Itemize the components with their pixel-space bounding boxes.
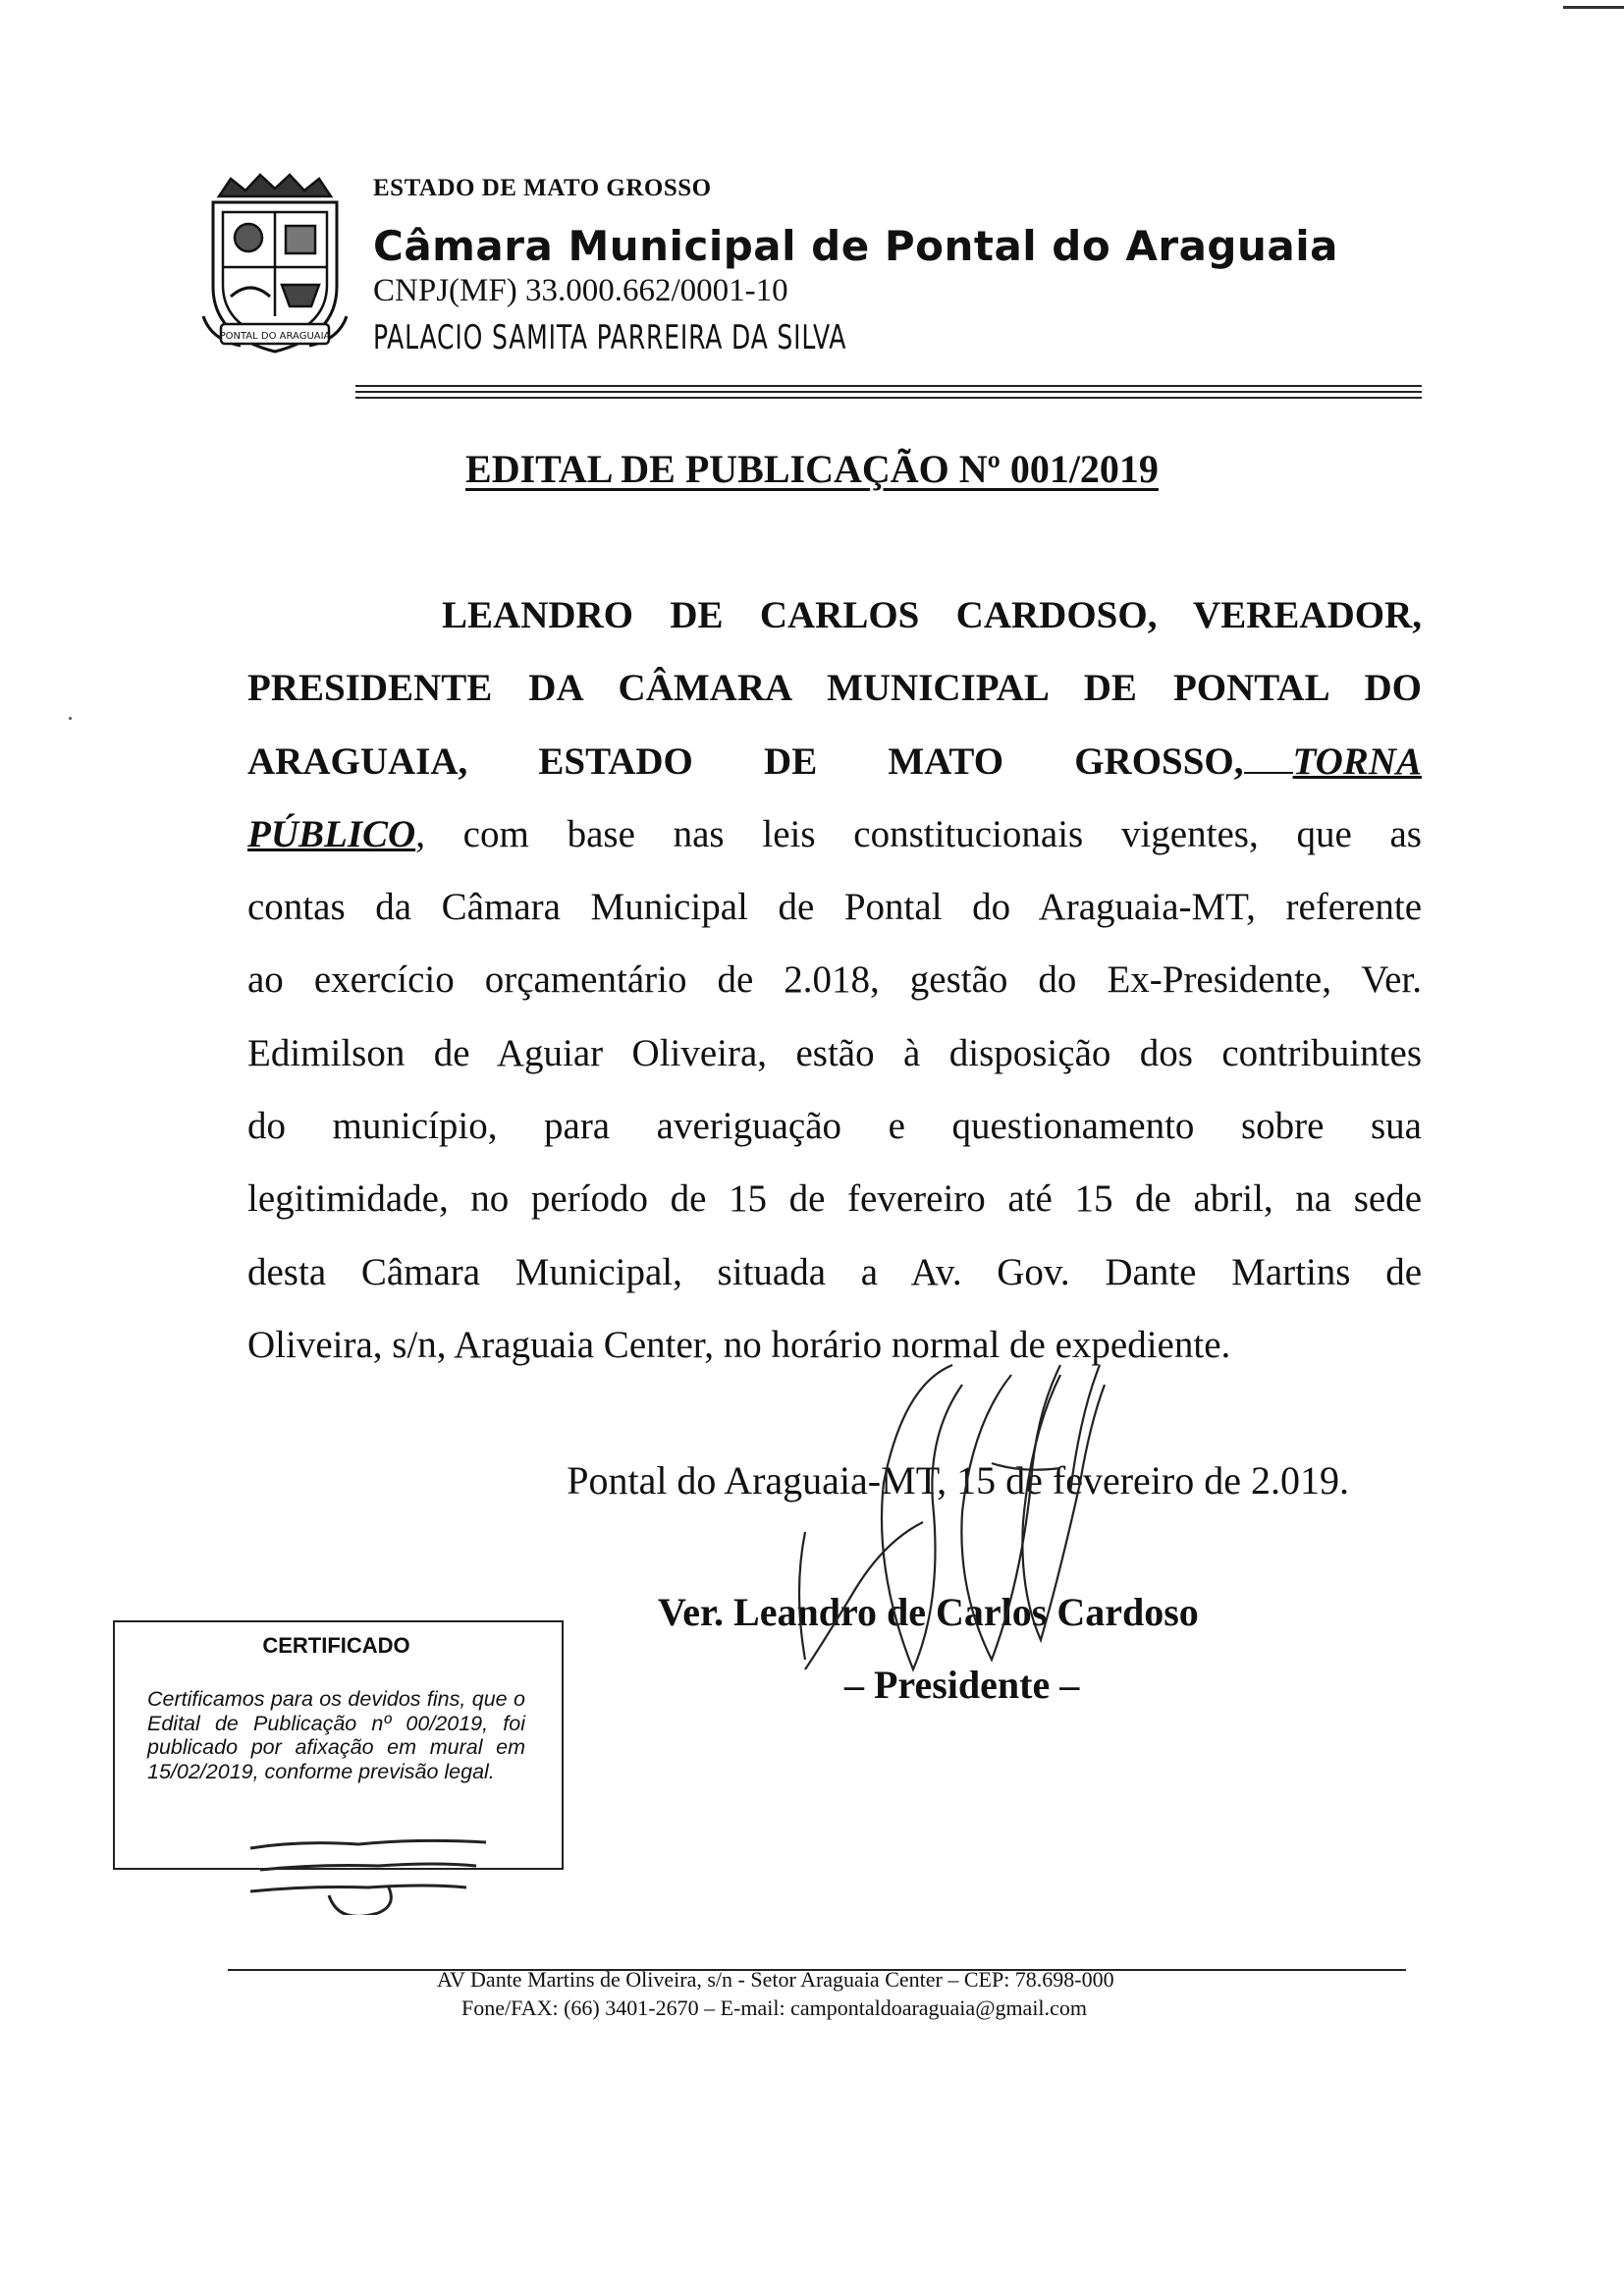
header-rule — [355, 397, 1422, 399]
body-line: Oliveira, s/n, Araguaia Center, no horário normal de expediente. — [247, 1323, 1231, 1366]
municipal-crest-icon — [201, 169, 349, 355]
signer-name: Ver. Leandro de Carlos Cardoso — [658, 1590, 1199, 1634]
torna-text: TORNA — [1292, 739, 1422, 783]
body-line: ao exercício orçamentário de 2.018, gestão do Ex-Presidente, Ver. — [247, 958, 1422, 1002]
scan-mark — [1563, 6, 1624, 9]
footer-contact: Fone/FAX: (66) 3401-2670 – E-mail: campontaldoaraguaia@gmail.com — [461, 1995, 1087, 2020]
dateline: Pontal do Araguaia-MT, 15 de fevereiro de 2.019. — [567, 1458, 1349, 1503]
body-line: LEANDRO DE CARLOS CARDOSO, VEREADOR, — [442, 594, 1422, 636]
body-line-3 — [247, 726, 1422, 798]
body-line: legitimidade, no período de 15 de fevereiro até 15 de abril, na sede — [247, 1177, 1422, 1221]
footer-address: AV Dante Martins de Oliveira, s/n - Setor Araguaia Center – CEP: 78.698-000 — [437, 1967, 1114, 1992]
chamber-name: Câmara Municipal de Pontal do Araguaia — [373, 222, 1338, 270]
body-line: PRESIDENTE DA CÂMARA MUNICIPAL DE PONTAL DO — [247, 667, 1422, 710]
publico-text: PÚBLICO — [247, 812, 416, 855]
body-line: contas da Câmara Municipal de Pontal do Araguaia-MT, referente — [247, 886, 1422, 929]
certificate-text: Certificamos para os devidos fins, que o Edital de Publicação nº 00/2019, foi publicado por afixação em mural em 15/02/2019, conforme previsão legal. — [147, 1687, 525, 1783]
body-line-4 — [247, 798, 1422, 871]
palace-name: PALACIO SAMITA PARREIRA DA SILVA — [373, 318, 847, 357]
crest-label: PONTAL DO ARAGUAIA — [219, 331, 331, 342]
signer-role: – Presidente – — [844, 1663, 1080, 1707]
state-name: ESTADO DE MATO GROSSO — [373, 175, 712, 201]
edital-body — [247, 579, 1422, 1382]
body-line-3-text: ARAGUAIA, ESTADO DE MATO GROSSO, — [247, 739, 1244, 783]
cnpj: CNPJ(MF) 33.000.662/0001-10 — [373, 273, 788, 308]
scan-speck — [69, 717, 72, 720]
header-rule — [355, 391, 1422, 393]
body-line-4-text: , com base nas leis constitucionais vigentes, que as — [415, 812, 1422, 855]
body-line: Edimilson de Aguiar Oliveira, estão à disposição dos contribuintes — [247, 1031, 1422, 1074]
body-line: desta Câmara Municipal, situada a Av. Gov. Dante Martins de — [247, 1250, 1422, 1293]
document-title: EDITAL DE PUBLICAÇÃO Nº 001/2019 — [465, 447, 1159, 491]
certificate-title: CERTIFICADO — [262, 1633, 410, 1658]
mirrored-stamp-icon — [241, 1827, 506, 1915]
header-rule — [355, 385, 1422, 387]
body-line: do município, para averiguação e questionamento sobre sua — [247, 1105, 1422, 1148]
signature-icon — [766, 1345, 1218, 1728]
